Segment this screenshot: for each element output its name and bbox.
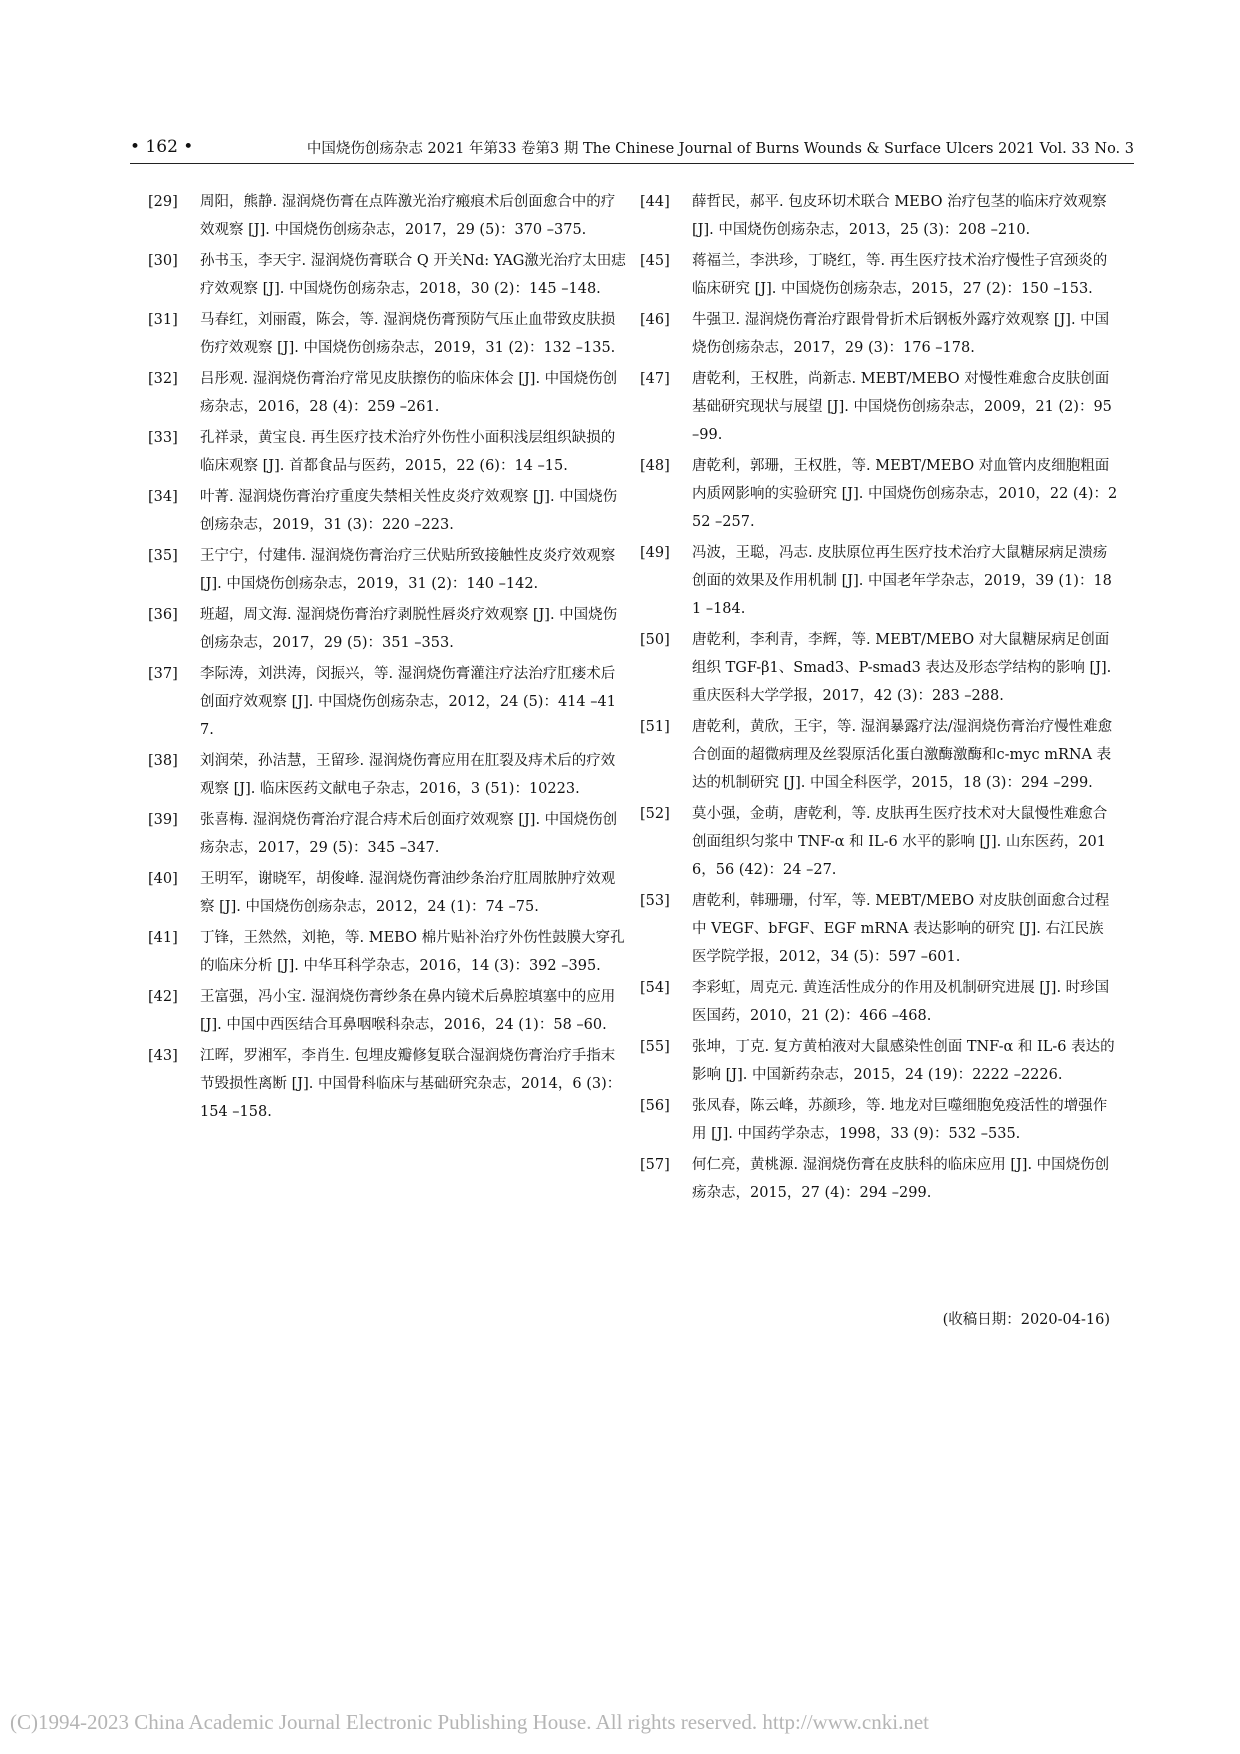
reference-text: 唐乾利，郭珊，王权胜，等. MEBT/MEBO 对血管内皮细胞粗面内质网影响的实验研究 [J]. 中国烧伤创疡杂志，2010，22 (4)：252 –257. (692, 458, 1118, 530)
reference-item (148, 865, 626, 921)
reference-number: [51] (640, 719, 670, 735)
reference-text: 张凤春，陈云峰，苏颜珍，等. 地龙对巨噬细胞免疫活性的增强作用 [J]. 中国药学杂志，1998，33 (9)：532 –535. (692, 1098, 1108, 1142)
reference-item (640, 306, 1118, 362)
reference-item (148, 483, 626, 539)
reference-number: [32] (148, 371, 178, 387)
reference-item (148, 660, 626, 744)
reference-item (148, 188, 626, 244)
reference-number: [48] (640, 458, 670, 474)
reference-item (640, 188, 1118, 244)
reference-number: [52] (640, 806, 670, 822)
reference-text: 冯波，王聪，冯志. 皮肤原位再生医疗技术治疗大鼠糖尿病足溃疡创面的效果及作用机制 [J]. 中国老年学杂志，2019，39 (1)：181 –184. (692, 545, 1112, 617)
reference-text: 何仁亮，黄桃源. 湿润烧伤膏在皮肤科的临床应用 [J]. 中国烧伤创疡杂志，2015，27 (4)：294 –299. (692, 1157, 1110, 1201)
reference-number: [42] (148, 989, 178, 1005)
reference-item (640, 626, 1118, 710)
reference-text: 李际涛，刘洪涛，闵振兴，等. 湿润烧伤膏灌注疗法治疗肛瘘术后创面疗效观察 [J]. 中国烧伤创疡杂志，2012，24 (5)：414 –417. (200, 666, 616, 738)
reference-text: 叶菁. 湿润烧伤膏治疗重度失禁相关性皮炎疗效观察 [J]. 中国烧伤创疡杂志，2019，31 (3)：220 –223. (200, 489, 618, 533)
reference-text: 马春红，刘丽霞，陈会，等. 湿润烧伤膏预防气压止血带致皮肤损伤疗效观察 [J]. 中国烧伤创疡杂志，2019，31 (2)：132 –135. (200, 312, 616, 356)
reference-text: 唐乾利，王权胜，尚新志. MEBT/MEBO 对慢性难愈合皮肤创面基础研究现状与展望 [J]. 中国烧伤创疡杂志，2009，21 (2)：95 –99. (692, 371, 1112, 443)
reference-number: [30] (148, 253, 178, 269)
reference-number: [36] (148, 607, 178, 623)
running-header (130, 133, 1134, 164)
reference-number: [33] (148, 430, 178, 446)
reference-number: [46] (640, 312, 670, 328)
reference-number: [35] (148, 548, 178, 564)
reference-text: 丁锋，王然然，刘艳，等. MEBO 棉片贴补治疗外伤性鼓膜大穿孔的临床分析 [J]. 中华耳科学杂志，2016，14 (3)：392 –395. (200, 930, 625, 974)
reference-number: [57] (640, 1157, 670, 1173)
references-left-column (148, 188, 626, 1129)
reference-text: 牛强卫. 湿润烧伤膏治疗跟骨骨折术后钢板外露疗效观察 [J]. 中国烧伤创疡杂志，2017，29 (3)：176 –178. (692, 312, 1110, 356)
reference-text: 周阳，熊静. 湿润烧伤膏在点阵激光治疗瘢痕术后创面愈合中的疗效观察 [J]. 中国烧伤创疡杂志，2017，29 (5)：370 –375. (200, 194, 616, 238)
reference-item (148, 806, 626, 862)
reference-number: [37] (148, 666, 178, 682)
reference-text: 王富强，冯小宝. 湿润烧伤膏纱条在鼻内镜术后鼻腔填塞中的应用 [J]. 中国中西医结合耳鼻咽喉科杂志，2016，24 (1)：58 –60. (200, 989, 616, 1033)
reference-text: 张喜梅. 湿润烧伤膏治疗混合痔术后创面疗效观察 [J]. 中国烧伤创疡杂志，2017，29 (5)：345 –347. (200, 812, 618, 856)
reference-text: 刘润荣，孙洁慧，王留珍. 湿润烧伤膏应用在肛裂及痔术后的疗效观察 [J]. 临床医药文献电子杂志，2016，3 (51)：10223. (200, 753, 616, 797)
reference-number: [55] (640, 1039, 670, 1055)
running-title: 中国烧伤创疡杂志 2021 年第33 卷第3 期 The Chinese Journal of Burns Wounds & Surface Ulcers 2021 Vol. 33 No. 3 (306, 141, 1134, 157)
reference-text: 吕彤观. 湿润烧伤膏治疗常见皮肤擦伤的临床体会 [J]. 中国烧伤创疡杂志，2016，28 (4)：259 –261. (200, 371, 618, 415)
reference-number: [43] (148, 1048, 178, 1064)
reference-number: [54] (640, 980, 670, 996)
reference-text: 孔祥录，黄宝良. 再生医疗技术治疗外伤性小面积浅层组织缺损的临床观察 [J]. 首都食品与医药，2015，22 (6)：14 –15. (200, 430, 616, 474)
reference-text: 孙书玉，李天宇. 湿润烧伤膏联合 Q 开关Nd: YAG激光治疗太田痣疗效观察 [J]. 中国烧伤创疡杂志，2018，30 (2)：145 –148. (200, 253, 626, 297)
reference-number: [40] (148, 871, 178, 887)
references-right-column (640, 188, 1118, 1210)
reference-number: [49] (640, 545, 670, 561)
reference-item (148, 365, 626, 421)
reference-number: [34] (148, 489, 178, 505)
reference-item (148, 247, 626, 303)
reference-item (640, 974, 1118, 1030)
reference-number: [38] (148, 753, 178, 769)
reference-text: 唐乾利，李利青，李辉，等. MEBT/MEBO 对大鼠糖尿病足创面组织 TGF-β1、Smad3、P-smad3 表达及形态学结构的影响 [J]. 重庆医科大学学报，2017，42 (3)：283 –288. (692, 632, 1112, 704)
reference-item (148, 747, 626, 803)
copyright-notice: (C)1994-2023 China Academic Journal Electronic Publishing House. All rights reserved. http://www.cnki.net (10, 1710, 929, 1734)
reference-item (640, 539, 1118, 623)
reference-number: [41] (148, 930, 178, 946)
reference-text: 张坤，丁克. 复方黄柏液对大鼠感染性创面 TNF-α 和 IL-6 表达的影响 [J]. 中国新药杂志，2015，24 (19)：2222 –2226. (692, 1039, 1115, 1083)
reference-item (148, 601, 626, 657)
reference-item (148, 924, 626, 980)
reference-item (640, 1092, 1118, 1148)
reference-item (640, 713, 1118, 797)
reference-item (148, 542, 626, 598)
reference-item (640, 800, 1118, 884)
reference-item (640, 1151, 1118, 1207)
reference-item (640, 452, 1118, 536)
reference-text: 江晖，罗湘军，李肖生. 包埋皮瓣修复联合湿润烧伤膏治疗手指末节毁损性离断 [J]. 中国骨科临床与基础研究杂志，2014，6 (3)：154 –158. (200, 1048, 622, 1120)
reference-number: [44] (640, 194, 670, 210)
reference-text: 班超，周文海. 湿润烧伤膏治疗剥脱性唇炎疗效观察 [J]. 中国烧伤创疡杂志，2017，29 (5)：351 –353. (200, 607, 618, 651)
reference-item (148, 424, 626, 480)
reference-text: 李彩虹，周克元. 黄连活性成分的作用及机制研究进展 [J]. 时珍国医国药，2010，21 (2)：466 –468. (692, 980, 1110, 1024)
reference-number: [53] (640, 893, 670, 909)
reference-text: 王宁宁，付建伟. 湿润烧伤膏治疗三伏贴所致接触性皮炎疗效观察 [J]. 中国烧伤创疡杂志，2019，31 (2)：140 –142. (200, 548, 616, 592)
reference-text: 蒋福兰，李洪珍，丁晓红，等. 再生医疗技术治疗慢性子宫颈炎的临床研究 [J]. 中国烧伤创疡杂志，2015，27 (2)：150 –153. (692, 253, 1108, 297)
reference-number: [45] (640, 253, 670, 269)
reference-number: [39] (148, 812, 178, 828)
reference-number: [29] (148, 194, 178, 210)
reference-text: 唐乾利，黄欣，王宇，等. 湿润暴露疗法/湿润烧伤膏治疗慢性难愈合创面的超微病理及丝裂原活化蛋白激酶激酶和c-myc mRNA 表达的机制研究 [J]. 中国全科医学，2015，18 (3)：294 –299. (692, 719, 1113, 791)
reference-item (640, 1033, 1118, 1089)
reference-text: 薛哲民，郝平. 包皮环切术联合 MEBO 治疗包茎的临床疗效观察 [J]. 中国烧伤创疡杂志，2013，25 (3)：208 –210. (692, 194, 1107, 238)
received-date: (收稿日期：2020-04-16) (942, 1312, 1110, 1328)
reference-item (640, 247, 1118, 303)
reference-item (148, 1042, 626, 1126)
reference-text: 唐乾利，韩珊珊，付军，等. MEBT/MEBO 对皮肤创面愈合过程中 VEGF、bFGF、EGF mRNA 表达影响的研究 [J]. 右江民族医学院学报，2012，34 (5)：597 –601. (692, 893, 1110, 965)
reference-number: [47] (640, 371, 670, 387)
reference-item (148, 983, 626, 1039)
reference-number: [50] (640, 632, 670, 648)
reference-item (640, 887, 1118, 971)
reference-item (640, 365, 1118, 449)
reference-text: 王明军，谢晓军，胡俊峰. 湿润烧伤膏油纱条治疗肛周脓肿疗效观察 [J]. 中国烧伤创疡杂志，2012，24 (1)：74 –75. (200, 871, 616, 915)
reference-number: [31] (148, 312, 178, 328)
reference-text: 莫小强，金萌，唐乾利，等. 皮肤再生医疗技术对大鼠慢性难愈合创面组织匀浆中 TNF-α 和 IL-6 水平的影响 [J]. 山东医药，2016，56 (42)：24 –27. (692, 806, 1108, 878)
page-number: • 162 • (130, 137, 194, 157)
reference-number: [56] (640, 1098, 670, 1114)
reference-item (148, 306, 626, 362)
